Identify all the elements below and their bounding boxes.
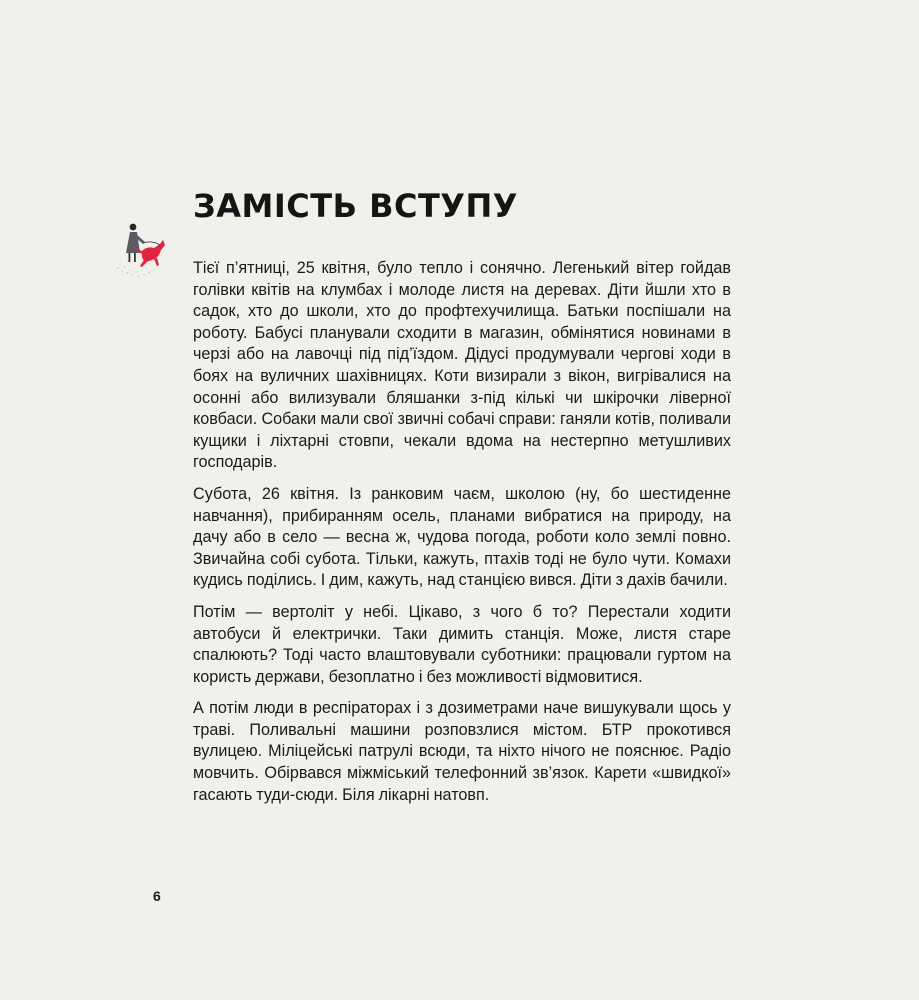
ground-speckles (116, 262, 155, 279)
leash (143, 242, 160, 245)
page-number: 6 (153, 888, 161, 904)
chapter-title: ЗАМІСТЬ ВСТУПУ (193, 187, 518, 225)
paragraph: Потім — вертоліт у небі. Цікаво, з чого б то? Перестали ходити автобуси й електрички. Таки димить станція. Може, листя старе спалюють? Тоді часто влаштовували суботники: працювали гуртом на користь держави, безоплатно і без можливості відмовитися. (193, 602, 731, 686)
chapter-body (193, 258, 731, 816)
red-dog (136, 240, 165, 267)
paragraph: Тієї п’ятниці, 25 квітня, було тепло і сонячно. Легенький вітер гойдав голівки квітів на клумбах і молоде листя на деревах. Діти йшли хто в садок, хто до школи, хто до профтехучилища. Батьки поспішали на роботу. Бабусі планували сходити в магазин, обмінятися новинами в черзі або на лавочці під під’їздом. Дідусі продумували чергові ходи в боях на вуличних шахівницях. Коти визирали з вікон, вигрівалися на осонні або вилизували бляшанки з-під кількі чи шкірочки ліверної ковбаси. Собаки мали свої звичні собачі справи: ганяли котів, поливали кущики і ліхтарні стовпи, чекали вдома на нестерпно метушливих господарів. (193, 259, 731, 472)
woman-with-red-dog-icon (112, 218, 174, 280)
paragraph: А потім люди в респіраторах і з дозиметрами наче вишукували щось у траві. Поливальні машини розповзлися містом. БТР прокотився вулицею. Міліцейські патрулі всюди, та ніхто нічого не пояснює. Радіо мовчить. Обірвався міжміський телефонний зв’язок. Карети «швидкої» гасають туди-сюди. Біля лікарні натовп. (193, 699, 731, 804)
paragraph: Субота, 26 квітня. Із ранковим чаєм, школою (ну, бо шестиденне навчання), прибиранням осель, планами вибратися на природу, на дачу або в село — весна ж, чудова погода, роботи коло землі повно. Звичайна собі субота. Тільки, кажуть, птахів тоді не було чути. Комахи кудись поділись. І дим, кажуть, над станцією вився. Діти з дахів бачили. (193, 484, 731, 590)
